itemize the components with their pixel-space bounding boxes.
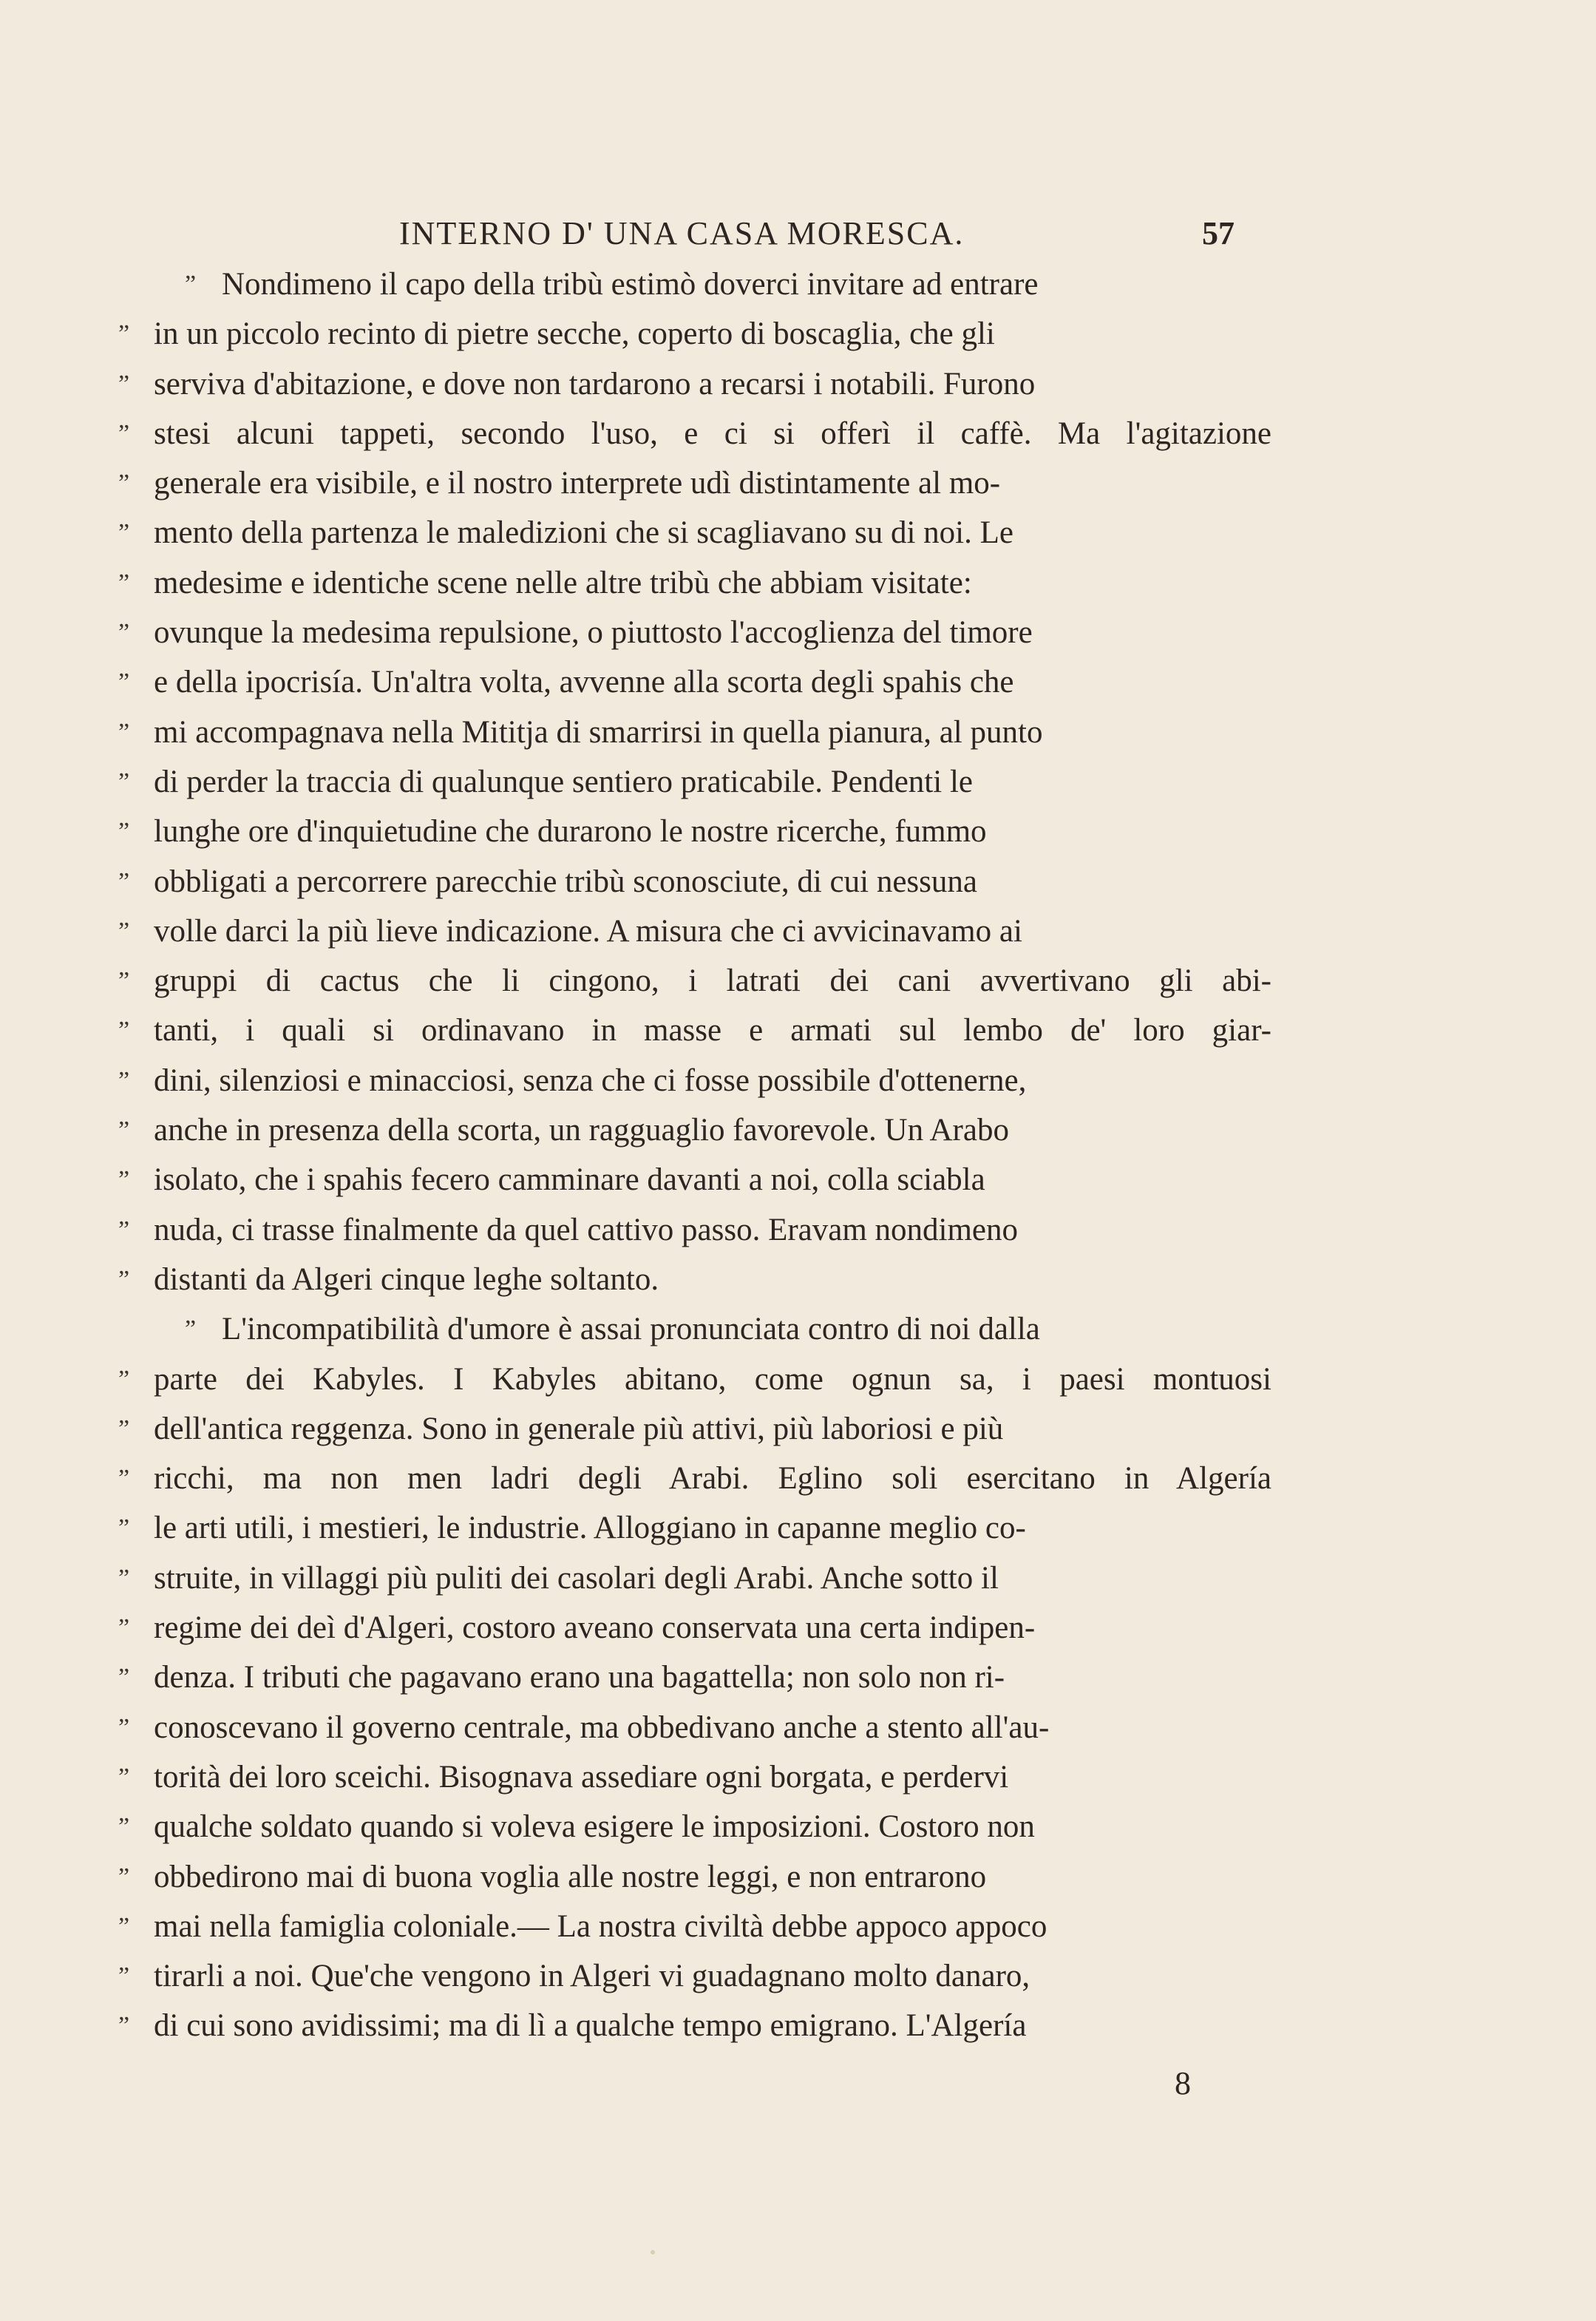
quotation-mark: ” xyxy=(118,1863,130,1891)
text-line xyxy=(118,807,1301,856)
line-text: tirarli a noi. Que'che vengono in Algeri vi guadagnano molto danaro, xyxy=(154,1959,1030,1994)
line-text: ricchi, ma non men ladri degli Arabi. Eglino soli esercitano in Algería xyxy=(154,1461,1271,1497)
line-text: anche in presenza della scorta, un ragguaglio favorevole. Un Arabo xyxy=(154,1113,1009,1148)
line-text: conoscevano il governo centrale, ma obbedivano anche a stento all'au- xyxy=(154,1710,1050,1745)
quotation-mark: ” xyxy=(118,1912,130,1940)
text-line xyxy=(118,409,1301,458)
text-line xyxy=(118,1951,1301,2001)
quotation-mark: ” xyxy=(118,1813,130,1841)
text-line xyxy=(118,1056,1301,1105)
text-line xyxy=(118,558,1301,608)
text-line xyxy=(118,1454,1301,1503)
line-text: mai nella famiglia coloniale.— La nostra civiltà debbe appoco appoco xyxy=(154,1908,1047,1944)
quotation-mark: ” xyxy=(118,619,130,647)
quotation-mark: ” xyxy=(118,569,130,597)
line-text: L'incompatibilità d'umore è assai pronunciata contro di noi dalla xyxy=(222,1312,1040,1347)
line-text: regime dei deì d'Algeri, costoro aveano conservata una certa indipen- xyxy=(154,1610,1036,1646)
line-text: isolato, che i spahis fecero camminare davanti a noi, colla sciabla xyxy=(154,1162,985,1198)
line-text: qualche soldato quando si voleva esigere le imposizioni. Costoro non xyxy=(154,1809,1035,1845)
text-line xyxy=(118,708,1301,757)
quotation-mark: ” xyxy=(118,1265,130,1293)
line-text: distanti da Algeri cinque leghe soltanto. xyxy=(154,1261,659,1297)
text-line xyxy=(118,1553,1301,1603)
text-line xyxy=(118,1255,1301,1304)
quotation-mark: ” xyxy=(118,1614,130,1642)
line-text: stesi alcuni tappeti, secondo l'uso, e ci si offerì il caffè. Ma l'agitazione xyxy=(154,416,1271,451)
line-text: dini, silenziosi e minacciosi, senza che ci fosse possibile d'ottenerne, xyxy=(154,1063,1027,1098)
line-text: volle darci la più lieve indicazione. A misura che ci avvicinavamo ai xyxy=(154,913,1022,949)
line-text: denza. I tributi che pagavano erano una bagattella; non solo non ri- xyxy=(154,1660,1005,1695)
quotation-mark: ” xyxy=(118,1066,130,1094)
text-line xyxy=(118,1852,1301,1902)
quotation-mark: ” xyxy=(118,1414,130,1443)
line-text: parte dei Kabyles. I Kabyles abitano, come ognun sa, i paesi montuosi xyxy=(154,1361,1271,1397)
line-text: di cui sono avidissimi; ma di lì a qualche tempo emigrano. L'Algería xyxy=(154,2008,1027,2044)
text-line xyxy=(118,1752,1301,1802)
text-line xyxy=(118,1006,1301,1055)
text-line xyxy=(118,857,1301,907)
line-text: struite, in villaggi più puliti dei casolari degli Arabi. Anche sotto il xyxy=(154,1560,999,1596)
quotation-mark: ” xyxy=(118,917,130,945)
line-text: in un piccolo recinto di pietre secche, coperto di boscaglia, che gli xyxy=(154,316,995,352)
quotation-mark: ” xyxy=(118,320,130,348)
text-line xyxy=(118,1503,1301,1553)
quotation-mark: ” xyxy=(118,1763,130,1791)
quotation-mark: ” xyxy=(118,470,130,498)
text-line xyxy=(118,1355,1301,1404)
quotation-mark: ” xyxy=(118,818,130,846)
text-line xyxy=(118,309,1301,359)
line-text: generale era visibile, e il nostro interprete udì distintamente al mo- xyxy=(154,466,1001,501)
quotation-mark: ” xyxy=(118,1713,130,1741)
quotation-mark: ” xyxy=(118,1962,130,1990)
quotation-mark: ” xyxy=(185,271,197,298)
quotation-mark: ” xyxy=(118,370,130,398)
running-header xyxy=(399,214,1235,259)
quotation-mark: ” xyxy=(118,1465,130,1493)
quotation-mark: ” xyxy=(118,1514,130,1542)
text-line xyxy=(118,1105,1301,1155)
line-text: mento della partenza le maledizioni che si scagliavano su di noi. Le xyxy=(154,515,1013,551)
text-line xyxy=(118,608,1301,657)
text-line xyxy=(118,458,1301,508)
page-number: 57 xyxy=(1202,215,1235,251)
quotation-mark: ” xyxy=(118,1564,130,1592)
quotation-mark: ” xyxy=(118,967,130,995)
quotation-mark: ” xyxy=(118,519,130,547)
text-line xyxy=(118,1603,1301,1653)
line-text: Nondimeno il capo della tribù estimò doverci invitare ad entrare xyxy=(222,267,1039,302)
quotation-mark: ” xyxy=(118,1166,130,1194)
text-line xyxy=(118,757,1301,807)
line-text: medesime e identiche scene nelle altre tribù che abbiam visitate: xyxy=(154,565,972,600)
text-line xyxy=(118,907,1301,956)
running-title: INTERNO D' UNA CASA MORESCA. xyxy=(399,215,965,251)
line-text: nuda, ci trasse finalmente da quel cattivo passo. Eravam nondimeno xyxy=(154,1212,1018,1247)
quotation-mark: ” xyxy=(118,668,130,697)
text-line xyxy=(118,260,1301,309)
quotation-mark: ” xyxy=(118,768,130,796)
quotation-mark: ” xyxy=(118,1017,130,1045)
text-line xyxy=(118,1304,1301,1354)
line-text: obbligati a percorrere parecchie tribù sconosciute, di cui nessuna xyxy=(154,864,977,899)
quotation-mark: ” xyxy=(118,1216,130,1244)
text-line xyxy=(118,1902,1301,1951)
text-line xyxy=(118,1404,1301,1454)
text-line xyxy=(118,1155,1301,1204)
text-line xyxy=(118,1802,1301,1851)
quotation-mark: ” xyxy=(118,1365,130,1393)
signature-mark: 8 xyxy=(1175,2065,1191,2101)
text-line xyxy=(118,1703,1301,1752)
quotation-mark: ” xyxy=(118,1664,130,1692)
text-line xyxy=(118,1205,1301,1255)
quotation-mark: ” xyxy=(118,867,130,895)
line-text: gruppi di cactus che li cingono, i latrati dei cani avvertivano gli abi- xyxy=(154,963,1271,999)
quotation-mark: ” xyxy=(185,1315,197,1344)
line-text: tanti, i quali si ordinavano in masse e armati sul lembo de' loro giar- xyxy=(154,1013,1271,1048)
line-text: obbedirono mai di buona voglia alle nostre leggi, e non entrarono xyxy=(154,1859,987,1894)
line-text: mi accompagnava nella Mititja di smarrirsi in quella pianura, al punto xyxy=(154,714,1043,750)
line-text: torità dei loro sceichi. Bisognava assediare ogni borgata, e perdervi xyxy=(154,1759,1009,1795)
quotation-mark: ” xyxy=(118,1117,130,1145)
text-line xyxy=(118,2001,1301,2050)
quotation-mark: ” xyxy=(118,419,130,447)
line-text: le arti utili, i mestieri, le industrie. Alloggiano in capanne meglio co- xyxy=(154,1511,1026,1546)
paper-speck xyxy=(651,2250,655,2254)
line-text: e della ipocrisía. Un'altra volta, avvenne alla scorta degli spahis che xyxy=(154,665,1014,700)
line-text: lunghe ore d'inquietudine che durarono le nostre ricerche, fummo xyxy=(154,814,987,850)
quotation-mark: ” xyxy=(118,718,130,746)
line-text: serviva d'abitazione, e dove non tardarono a recarsi i notabili. Furono xyxy=(154,366,1036,401)
text-line xyxy=(118,657,1301,707)
line-text: ovunque la medesima repulsione, o piuttosto l'accoglienza del timore xyxy=(154,615,1033,651)
text-line xyxy=(118,956,1301,1006)
text-line xyxy=(118,1653,1301,1702)
text-line xyxy=(118,508,1301,558)
line-text: di perder la traccia di qualunque sentiero praticabile. Pendenti le xyxy=(154,764,973,799)
text-line xyxy=(118,359,1301,409)
body-text xyxy=(118,260,1301,2051)
line-text: dell'antica reggenza. Sono in generale più attivi, più laboriosi e più xyxy=(154,1411,1004,1446)
quotation-mark: ” xyxy=(118,2012,130,2040)
